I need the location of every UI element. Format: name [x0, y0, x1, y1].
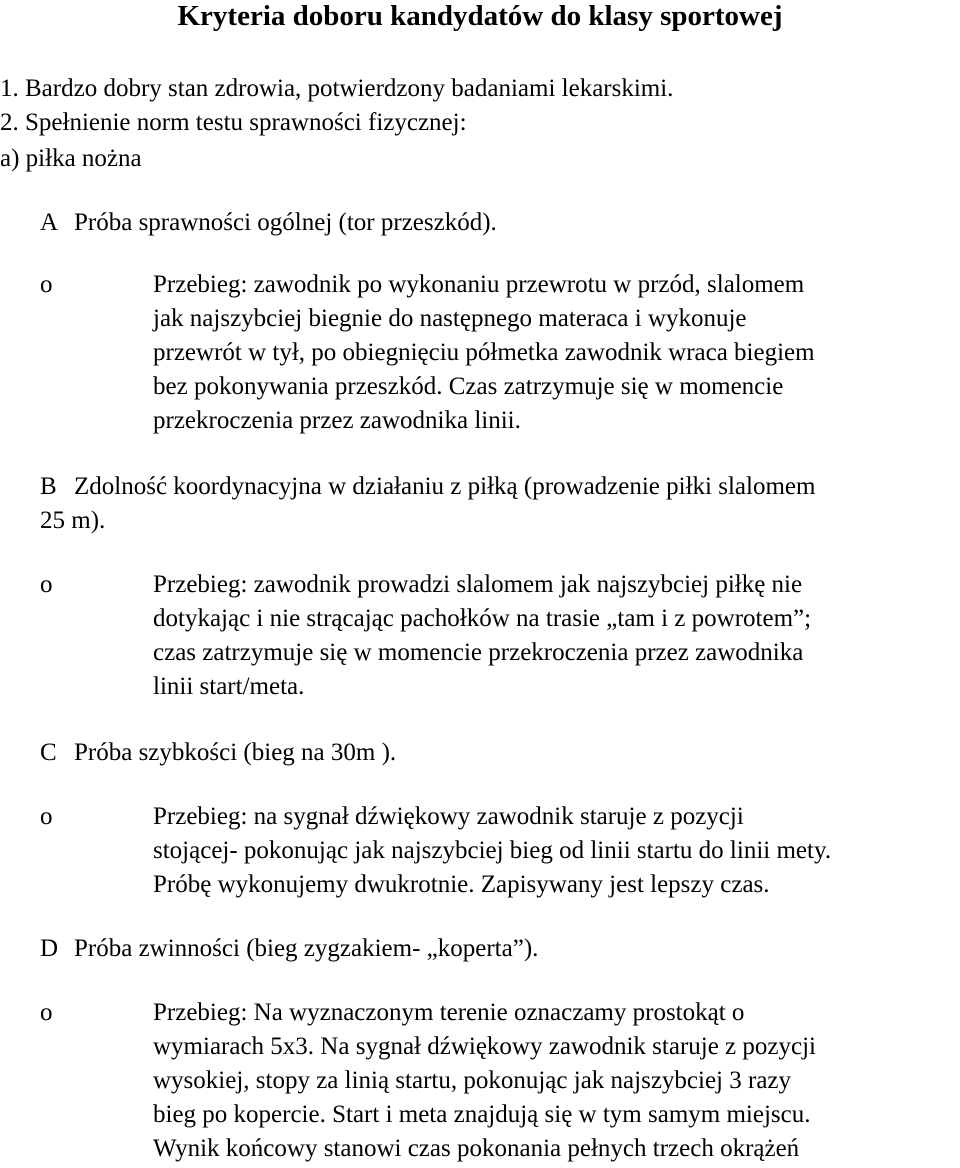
- section-b-heading: [40, 470, 815, 504]
- section-b-title: Zdolność koordynacyjna w działaniu z piłką (prowadzenie piłki slalomem: [74, 473, 816, 500]
- bullet-icon: o: [40, 571, 53, 598]
- section-c-line: Przebieg: na sygnał dźwiękowy zawodnik staruje z pozycji: [153, 803, 744, 830]
- section-b-letter: B: [40, 473, 57, 500]
- section-c-heading: [40, 736, 396, 770]
- section-a-description: [153, 268, 958, 438]
- section-d-letter: D: [40, 935, 59, 962]
- section-a-title: Próba sprawności ogólnej (tor przeszkód).: [74, 209, 497, 236]
- bullet-icon: o: [40, 999, 53, 1026]
- section-a-line: Przebieg: zawodnik po wykonaniu przewrotu w przód, slalomem: [153, 271, 805, 298]
- section-d-line: bieg po kopercie. Start i meta znajdują się w tym samym miejscu.: [153, 1101, 811, 1128]
- section-c-line: Próbę wykonujemy dwukrotnie. Zapisywany jest lepszy czas.: [153, 871, 770, 898]
- section-d-line: wymiarach 5x3. Na sygnał dźwiękowy zawodnik staruje z pozycji: [153, 1033, 816, 1060]
- section-b-line: dotykając i nie strącając pachołków na trasie „tam i z powrotem”;: [153, 605, 812, 632]
- section-a-line: jak najszybciej biegnie do następnego materaca i wykonuje: [153, 305, 747, 332]
- section-b-line: linii start/meta.: [153, 673, 305, 700]
- section-c-letter: C: [40, 739, 57, 766]
- section-d-title: Próba zwinności (bieg zygzakiem- „koperta”).: [74, 935, 539, 962]
- section-b-heading-continued: 25 m).: [40, 507, 106, 534]
- section-b-line: Przebieg: zawodnik prowadzi slalomem jak najszybciej piłkę nie: [153, 571, 803, 598]
- discipline-label: a) piłka nożna: [0, 145, 142, 172]
- section-d-line: Przebieg: Na wyznaczonym terenie oznaczamy prostokąt o: [153, 999, 745, 1026]
- document-title: Kryteria doboru kandydatów do klasy sportowej: [177, 0, 783, 32]
- section-d-heading: [40, 932, 538, 966]
- section-d-description: [153, 996, 958, 1166]
- section-c-line: stojącej- pokonując jak najszybciej bieg od linii startu do linii mety.: [153, 837, 832, 864]
- section-a-line: przewrót w tył, po obiegnięciu półmetka zawodnik wraca biegiem: [153, 339, 815, 366]
- section-a-heading: [40, 206, 497, 240]
- section-b-line: czas zatrzymuje się w momencie przekroczenia przez zawodnika: [153, 639, 804, 666]
- section-c-description: [153, 800, 958, 902]
- section-d-line: Wynik końcowy stanowi czas pokonania pełnych trzech okrążeń: [153, 1135, 800, 1162]
- section-a-letter: A: [40, 209, 59, 236]
- section-b-description: [153, 568, 958, 704]
- criterion-2: 2. Spełnienie norm testu sprawności fizycznej:: [0, 109, 467, 136]
- criterion-1: 1. Bardzo dobry stan zdrowia, potwierdzony badaniami lekarskimi.: [0, 75, 674, 102]
- bullet-icon: o: [40, 803, 53, 830]
- section-a-line: bez pokonywania przeszkód. Czas zatrzymuje się w momencie: [153, 373, 784, 400]
- section-d-line: wysokiej, stopy za linią startu, pokonując jak najszybciej 3 razy: [153, 1067, 792, 1094]
- section-c-title: Próba szybkości (bieg na 30m ).: [74, 739, 397, 766]
- bullet-icon: o: [40, 271, 53, 298]
- section-a-line: przekroczenia przez zawodnika linii.: [153, 407, 521, 434]
